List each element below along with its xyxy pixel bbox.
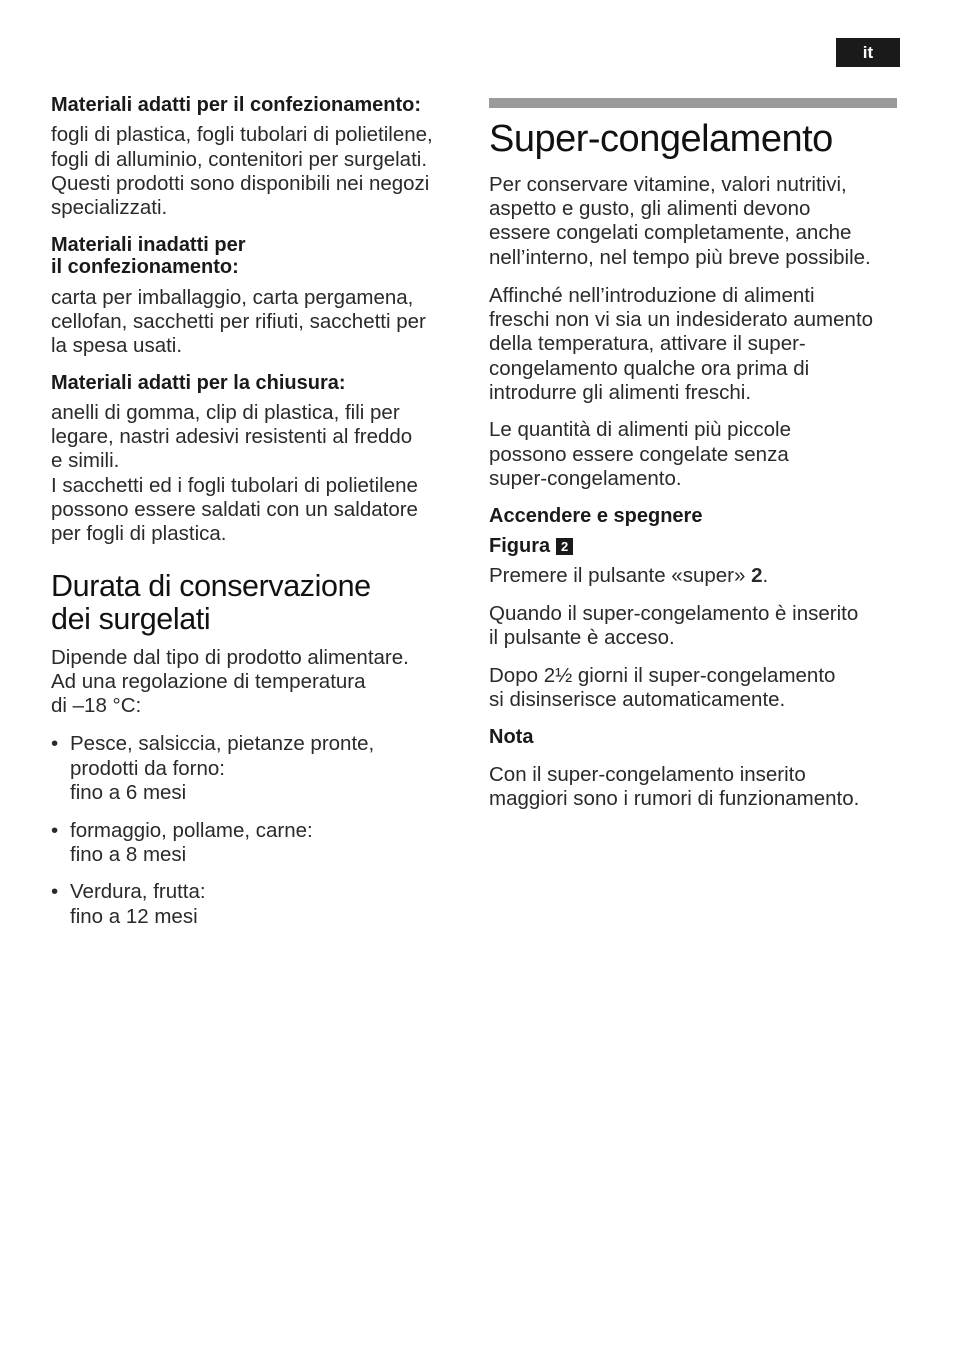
text-line: nell’interno, nel tempo più breve possibile. <box>489 246 871 269</box>
text-line: possono essere saldati con un saldatore <box>51 498 418 521</box>
heading-unsuitable-packaging-line2: il confezionamento: <box>51 256 239 278</box>
text-line: fogli di alluminio, contenitori per surgelati. <box>51 148 428 171</box>
text-line: della temperatura, attivare il super- <box>489 332 806 355</box>
text-line: aspetto e gusto, gli alimenti devono <box>489 197 811 220</box>
language-badge: it <box>836 38 900 67</box>
bullet-marker: • <box>51 880 59 903</box>
text-line: Questi prodotti sono disponibili nei negozi <box>51 172 430 195</box>
figure-number-badge: 2 <box>556 538 573 555</box>
list-item-line: fino a 6 mesi <box>70 781 187 804</box>
instruction-end: . <box>762 564 769 587</box>
text-line: specializzati. <box>51 196 168 219</box>
text-line: anelli di gomma, clip di plastica, fili per <box>51 401 400 424</box>
text-line: Dopo 2½ giorni il super-congelamento <box>489 664 836 687</box>
heading-note: Nota <box>489 726 534 748</box>
list-item-line: prodotti da forno: <box>70 757 225 780</box>
list-item-line: formaggio, pollame, carne: <box>70 819 313 842</box>
text-line: Affinché nell’introduzione di alimenti <box>489 284 815 307</box>
figure-label: Figura <box>489 535 551 557</box>
text-line: il pulsante è acceso. <box>489 626 675 649</box>
bullet-marker: • <box>51 732 59 755</box>
figure-reference <box>489 535 573 557</box>
text-line: maggiori sono i rumori di funzionamento. <box>489 787 860 810</box>
text-line: Per conservare vitamine, valori nutritivi, <box>489 173 847 196</box>
heading-switch-on-off: Accendere e spegnere <box>489 505 703 527</box>
text-line: per fogli di plastica. <box>51 522 227 545</box>
list-item-line: Pesce, salsiccia, pietanze pronte, <box>70 732 375 755</box>
list-item-line: fino a 8 mesi <box>70 843 187 866</box>
text-line: carta per imballaggio, carta pergamena, <box>51 286 414 309</box>
text-line: Ad una regolazione di temperatura <box>51 670 366 693</box>
text-line: Con il super-congelamento inserito <box>489 763 806 786</box>
text-line: fogli di plastica, fogli tubolari di polietilene, <box>51 123 433 146</box>
text-line: Quando il super-congelamento è inserito <box>489 602 859 625</box>
list-item-line: Verdura, frutta: <box>70 880 206 903</box>
heading-closure-materials: Materiali adatti per la chiusura: <box>51 372 346 394</box>
text-line: congelamento qualche ora prima di <box>489 357 810 380</box>
page-title: Super-congelamento <box>489 118 833 160</box>
text-line: cellofan, sacchetti per rifiuti, sacchetti per <box>51 310 426 333</box>
text-line: legare, nastri adesivi resistenti al freddo <box>51 425 413 448</box>
text-line: I sacchetti ed i fogli tubolari di polietilene <box>51 474 418 497</box>
text-line: la spesa usati. <box>51 334 183 357</box>
text-line: Dipende dal tipo di prodotto alimentare. <box>51 646 409 669</box>
text-line: super-congelamento. <box>489 467 682 490</box>
instruction-text: Premere il pulsante «super» <box>489 564 752 587</box>
section-divider-bar <box>489 98 897 108</box>
bullet-marker: • <box>51 819 59 842</box>
section-title-storage-duration-line2: dei surgelati <box>51 602 211 636</box>
text-line: si disinserisce automaticamente. <box>489 688 786 711</box>
button-reference-number: 2 <box>751 564 763 587</box>
text-line: introdurre gli alimenti freschi. <box>489 381 752 404</box>
text-line: possono essere congelate senza <box>489 443 789 466</box>
section-title-storage-duration: Durata di conservazione <box>51 569 371 603</box>
text-line: freschi non vi sia un indesiderato aumento <box>489 308 874 331</box>
text-line: Le quantità di alimenti più piccole <box>489 418 791 441</box>
text-line: e simili. <box>51 449 120 472</box>
heading-suitable-packaging: Materiali adatti per il confezionamento: <box>51 94 422 116</box>
text-line: essere congelati completamente, anche <box>489 221 852 244</box>
instruction-line <box>489 564 768 589</box>
list-item-line: fino a 12 mesi <box>70 905 198 928</box>
heading-unsuitable-packaging: Materiali inadatti per <box>51 234 246 256</box>
text-line: di –18 °C: <box>51 694 142 717</box>
